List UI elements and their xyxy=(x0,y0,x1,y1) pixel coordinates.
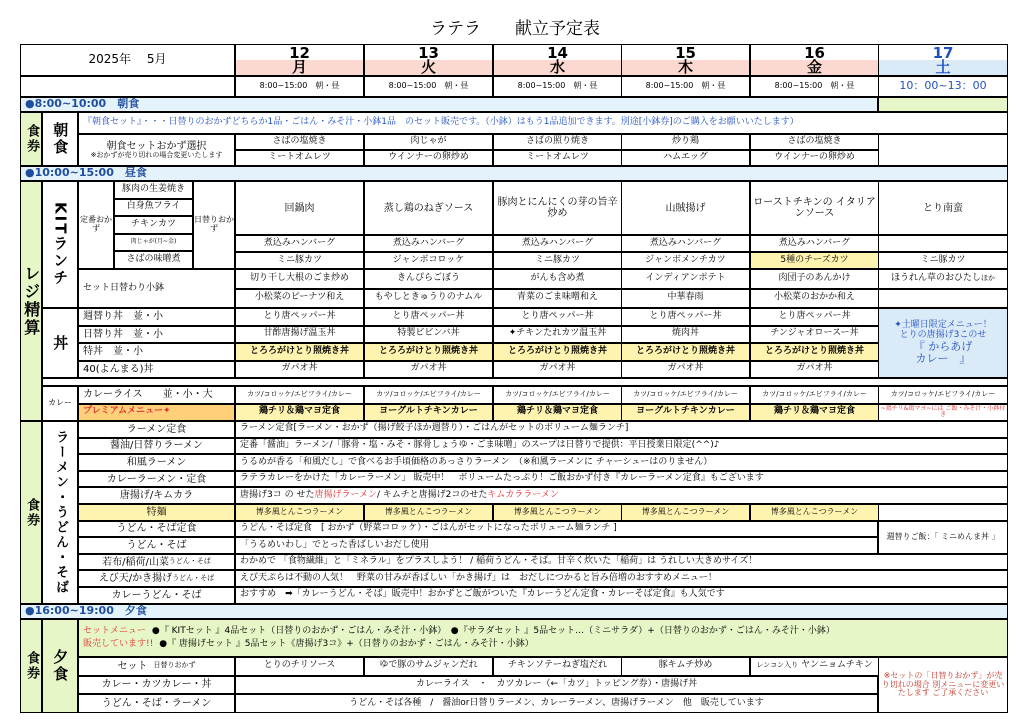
curry-label: カレーライス 並・小・大 xyxy=(78,386,235,404)
kobachi-2: もやしときゅうりのナムル xyxy=(364,289,493,309)
weekly-rice: 週替りご飯：「 ミニめんま丼 」 xyxy=(878,521,1008,554)
dinner-set-row-title: セット xyxy=(117,660,148,672)
kit-lunch-label: KITランチ xyxy=(42,181,78,308)
day-hours: 8:00~15:00 朝・昼 xyxy=(364,76,493,97)
kobachi-1: ほうれん草のおひたし ほか xyxy=(878,269,1008,289)
don-item: とり唐ペッパー丼 xyxy=(364,308,493,326)
premium-item: 鶏チリ＆鶏マヨ定食 xyxy=(750,404,879,422)
don-item: ✦チキンたれカツ温玉丼 xyxy=(493,326,622,344)
dinner-set-item-text: ヤンニョムチキン xyxy=(801,660,873,671)
ramen-desc: うどん・そば定食 [ おかず（野菜コロッケ）・ごはんがセットになったボリューム麺ランチ ] xyxy=(235,521,878,538)
dinner-curry-desc: カレーライス ・ カツカレー（←「カツ」トッピング券）・唐揚げ丼 xyxy=(235,676,878,695)
ramen-desc-part: キムカララーメン xyxy=(487,489,559,500)
dinner-set-item xyxy=(750,657,879,676)
lunch-sub-1: 煮込みハンバーグ xyxy=(235,235,364,252)
teiban-item: 豚肉の生姜焼き xyxy=(114,181,193,199)
curry-item: カツ/コロッケ/エビフライ/カレー xyxy=(621,386,750,404)
breakfast-item-2: ミートオムレツ xyxy=(493,150,622,166)
curry-item: カツ/コロッケ/エビフライ/カレー xyxy=(750,386,879,404)
breakfast-set-title: 朝食セットおかず選択 xyxy=(106,140,207,152)
curry-side: カレー xyxy=(42,386,78,421)
ramen-label: うどん・そば定食 xyxy=(78,521,235,538)
ramen-desc-part: / キムチと唐揚げ2コのせた xyxy=(377,489,488,500)
dinner-side-ticket: 食券 xyxy=(20,619,42,713)
don-item: とろろがけとり照焼き丼 xyxy=(493,343,622,361)
teiban-item: 白身魚フライ xyxy=(114,199,193,217)
don-label: 週替り丼 並・小 xyxy=(78,308,235,326)
kobachi-2: 小松菜のピーナツ和え xyxy=(235,289,364,309)
dinner-set-item xyxy=(621,657,750,676)
sat-special-box xyxy=(878,308,1008,378)
dinner-set-box xyxy=(78,619,1008,657)
day-of-week: 木 xyxy=(677,58,693,76)
don-item: とり唐ペッパー丼 xyxy=(235,308,364,326)
kobachi-1: インディアンポテト xyxy=(621,269,750,289)
day-header-12 xyxy=(235,44,364,76)
day-number: 14 xyxy=(547,44,568,62)
day-header-15 xyxy=(621,44,750,76)
dinner-curry-label: カレー・カツカレー・丼 xyxy=(78,676,235,695)
teiban-item: 肉じゃが(月~金) xyxy=(114,234,193,252)
day-number: 12 xyxy=(289,44,310,62)
day-header-17 xyxy=(878,44,1008,76)
don-item: とろろがけとり照焼き丼 xyxy=(235,343,364,361)
lunch-sub-1: 煮込みハンバーグ xyxy=(493,235,622,252)
breakfast-item-2: ウインナーの卵炒め xyxy=(364,150,493,166)
sat-special-line3: 『 からあげ xyxy=(913,339,973,353)
ramen-desc xyxy=(235,487,1008,504)
curry-item: カツ/コロッケ/エビフライ/カレー xyxy=(878,386,1008,404)
ramen-desc: おすすめ ➡「カレーうどん・そば」販売中！おかずとご飯がついた『カレーうどん定食・カレーそば定食』も人気です xyxy=(235,587,1008,604)
don-item: とろろがけとり照焼き丼 xyxy=(621,343,750,361)
premium-label: プレミアムメニュー✦ xyxy=(78,404,235,422)
dinner-sale-label: 販売しています!! xyxy=(83,638,154,649)
dinner-udon-label: うどん・そば・ラーメン xyxy=(78,694,235,713)
ramen-side-ticket: 食券 xyxy=(20,421,42,604)
day-hours: 8:00~15:00 朝・昼 xyxy=(493,76,622,97)
lunch-sub-2: ミニ豚カツ xyxy=(235,252,364,269)
dinner-side-label: 夕食 xyxy=(42,619,78,713)
breakfast-sat-empty xyxy=(878,134,1008,166)
dinner-set-item-text: チキンソテーねぎ塩だれ xyxy=(508,660,607,671)
day-of-week: 火 xyxy=(420,58,436,76)
day-number: 17 xyxy=(932,44,954,62)
breakfast-side-ticket: 食券 xyxy=(20,112,42,166)
don-label: 特丼 並・小 xyxy=(78,343,235,361)
dinner-set-item xyxy=(493,657,622,676)
sat-special-line1: ✦土曜日限定メニュー！ xyxy=(894,320,992,331)
breakfast-item-1: 炒り鶏 xyxy=(621,134,750,150)
lunch-main: 回鍋肉 xyxy=(235,181,364,235)
dinner-set-row-label xyxy=(78,657,235,676)
ramen-label: カレーうどん・そば xyxy=(78,587,235,604)
lunch-side: レジ精算 xyxy=(20,181,42,421)
ramen-desc: うるめが香る「和風だし」で食べるお手頃価格のあっさりラーメン （※和風ラーメンに チャーシューはのりません） xyxy=(235,454,1008,471)
don-item: ガパオ丼 xyxy=(493,361,622,379)
breakfast-item-1: さばの照り焼き xyxy=(493,134,622,150)
tokusei-item: 博多風とんこつラーメン xyxy=(364,504,493,521)
breakfast-header: ●8:00~10:00 朝食 xyxy=(20,97,878,112)
kobachi-2: 小松菜のおかか和え xyxy=(750,289,879,309)
dinner-set-item-text: ゆで豚のサムジャンだれ xyxy=(379,660,478,671)
tokusei-sat xyxy=(878,504,1008,521)
kobachi-1: 切り干し大根のごま炒め xyxy=(235,269,364,289)
lunch-header: ●10:00~15:00 昼食 xyxy=(20,166,1008,181)
day-of-week: 土 xyxy=(935,58,951,76)
dinner-set-item xyxy=(364,657,493,676)
premium-item: ヨーグルトチキンカレー xyxy=(621,404,750,422)
dinner-set-row-small: 日替りおかず xyxy=(153,661,196,670)
ramen-label: 醤油/日替りラーメン xyxy=(78,438,235,455)
year-month: 2025年 5月 xyxy=(20,44,235,76)
don-item: ガパオ丼 xyxy=(364,361,493,379)
ramen-label: 唐揚げ/キムカラ xyxy=(78,487,235,504)
don-item: 甘酢唐揚げ温玉丼 xyxy=(235,326,364,344)
breakfast-notice: 『朝食セット』・・・日替りのおかずどちらか1品・ごはん・みそ汁・小鉢1品 のセット販売です。（小鉢）はもう1品追加できます。別途[小鉢券]のご購入をお願いいたします） xyxy=(78,112,1008,134)
dinner-set-text1: ●『 KITセット 』4品セット（日替りのおかず・ごはん・みそ汁・小鉢） ●『サラダセット 』5品セット…（ミニサラダ）+（日替りのおかず・ごはん・みそ汁・小鉢） xyxy=(151,625,835,636)
premium-item: 鶏チリ＆鶏マヨ定食 xyxy=(235,404,364,422)
ramen-label: 和風ラーメン xyxy=(78,454,235,471)
lunch-main: 豚肉とにんにくの芽の旨辛炒め xyxy=(493,181,622,235)
ramen-label: 若布/稲荷/山菜 うどん・そば xyxy=(78,554,235,571)
tokusei-label: 特麺 xyxy=(78,504,235,521)
don-item: ガパオ丼 xyxy=(750,361,879,379)
day-number: 16 xyxy=(804,44,825,62)
breakfast-set-note: ※おかずが売り切れの場合変更いたします xyxy=(90,150,223,159)
kobachi-sat-note: ほか xyxy=(981,273,995,282)
don-item: とり唐ペッパー丼 xyxy=(493,308,622,326)
ramen-label: カレーラーメン・定食 xyxy=(78,471,235,488)
ramen-desc: ラーメン定食[ラーメン・おかず（揚げ餃子ほか週替り）・ごはんがセットのボリューム麺ランチ] xyxy=(235,421,1008,438)
breakfast-sat-blank xyxy=(878,97,1008,112)
premium-item: 鶏チリ＆鶏マヨ定食 xyxy=(493,404,622,422)
lunch-main: ローストチキンの イタリアンソース xyxy=(750,181,879,235)
day-hours: 8:00~15:00 朝・昼 xyxy=(235,76,364,97)
ramen-label: ラーメン定食 xyxy=(78,421,235,438)
don-item: ガパオ丼 xyxy=(235,361,364,379)
ramen-desc: わかめで 「食物繊維」と「ミネラル」をプラスしよう！ / 稲荷うどん・そば。甘辛く炊いた「稲荷」は うれしい大きめサイズ！ xyxy=(235,554,1008,571)
day-header-14 xyxy=(493,44,622,76)
curry-item: カツ/コロッケ/エビフライ/カレー xyxy=(493,386,622,404)
day-header-13 xyxy=(364,44,493,76)
lunch-sub-2: 5種のチーズカツ xyxy=(750,252,879,269)
premium-item: ヨーグルトチキンカレー xyxy=(364,404,493,422)
dinner-header: ●16:00~19:00 夕食 xyxy=(20,604,1008,619)
breakfast-set-label xyxy=(78,134,235,166)
lunch-sub-2: ジャンボメンチカツ xyxy=(621,252,750,269)
ramen-desc: えび天ぷらは不動の人気！ 野菜の甘みが香ばしい「かき揚げ」は おだしにつかると旨み倍増のおすすめメニュー！ xyxy=(235,570,1008,587)
day-of-week: 月 xyxy=(291,58,307,76)
breakfast-item-1: さばの塩焼き xyxy=(235,134,364,150)
dinner-set-line1 xyxy=(83,627,835,637)
premium-sat-note: ~鶏チリ&鶏マヨ~には ご飯・みそ汁・小鉢付き xyxy=(878,404,1008,422)
don-item: チンジャオロースー丼 xyxy=(750,326,879,344)
ramen-side-label: ラーメン・うどん・そば xyxy=(42,421,78,604)
don-item: とり唐ペッパー丼 xyxy=(750,308,879,326)
kobachi-label: セット日替わり小鉢 xyxy=(78,269,235,308)
day-header-16 xyxy=(750,44,879,76)
lunch-sub-2: ジャンボコロッケ xyxy=(364,252,493,269)
kobachi-1: 肉団子のあんかけ xyxy=(750,269,879,289)
don-item: とり唐ペッパー丼 xyxy=(621,308,750,326)
don-label: 日替り丼 並・小 xyxy=(78,326,235,344)
breakfast-side-label: 朝食 xyxy=(42,112,78,166)
tokusei-item: 博多風とんこつラーメン xyxy=(235,504,364,521)
lunch-main: とり南蛮 xyxy=(878,181,1008,235)
day-hours: 8:00~15:00 朝・昼 xyxy=(621,76,750,97)
dinner-udon-desc: うどん・そば各種 / 醤油or日替りラーメン、カレーラーメン、唐揚げラーメン 他 販売しています xyxy=(235,694,878,713)
dinner-set-item-small: レンコン入り xyxy=(756,661,799,670)
dinner-note: ※セットの「日替りおかず」が売り切れの場合 別メニューに変更いたします ご了承ください xyxy=(878,657,1008,713)
lunch-sub-1: 煮込みハンバーグ xyxy=(621,235,750,252)
don-item: とろろがけとり照焼き丼 xyxy=(750,343,879,361)
teiban-item: さばの味噌煮 xyxy=(114,251,193,269)
curry-item: カツ/コロッケ/エビフライ/カレー xyxy=(235,386,364,404)
don-side: 丼 xyxy=(42,308,78,378)
don-item: 特製ビビンバ丼 xyxy=(364,326,493,344)
kobachi-2: 中華春雨 xyxy=(621,289,750,309)
day-number: 15 xyxy=(675,44,696,62)
breakfast-item-1: さばの塩焼き xyxy=(750,134,879,150)
lunch-sub-1: 煮込みハンバーグ xyxy=(750,235,879,252)
don-item: 焼肉丼 xyxy=(621,326,750,344)
ramen-label-small: うどん・そば xyxy=(168,557,211,566)
lunch-gap xyxy=(42,378,1008,386)
ramen-label: えび天/かき揚げ うどん・そば xyxy=(78,570,235,587)
ramen-label: うどん・そば xyxy=(78,537,235,554)
breakfast-item-2: ウインナーの卵炒め xyxy=(750,150,879,166)
ramen-desc: 定番「醤油」ラーメン/「豚骨・塩・みそ・豚骨しょうゆ・ごま味噌」のスープは日替りで提供：平日授業日限定(^^)♪ xyxy=(235,438,1008,455)
breakfast-item-2: ミートオムレツ xyxy=(235,150,364,166)
dinner-set-line2 xyxy=(83,640,534,650)
ramen-desc: ラテラカレーをかけた「カレーラーメン」 販売中！ ボリュームたっぷり！ご飯おかず付き『カレーラーメン定食』もございます xyxy=(235,471,1008,488)
teiban-label: 定番おかず xyxy=(78,181,114,269)
ramen-desc-part: 唐揚げ3コ の せた xyxy=(240,489,315,500)
page-title: ラテラ 献立予定表 xyxy=(430,19,600,39)
tokusei-item: 博多風とんこつラーメン xyxy=(750,504,879,521)
sat-hours: 10：00~13：00 xyxy=(878,76,1008,97)
ramen-desc: 「うるめいわし」でとった香ばしいおだし使用 xyxy=(235,537,878,554)
lunch-sub-2: ミニ豚カツ xyxy=(493,252,622,269)
kobachi-1: がんも含め煮 xyxy=(493,269,622,289)
tokusei-item: 博多風とんこつラーメン xyxy=(621,504,750,521)
kobachi-2-sat xyxy=(878,289,1008,309)
day-of-week: 水 xyxy=(549,58,565,76)
dinner-set-item-text: 豚キムチ炒め xyxy=(658,660,713,671)
dinner-set-text2: ●『 唐揚げセット 』5品セット《唐揚げ3コ》+（日替りのおかず・ごはん・みそ汁・小鉢） xyxy=(159,638,534,649)
year-month-spacer xyxy=(20,76,235,97)
day-of-week: 金 xyxy=(806,58,822,76)
curry-item: カツ/コロッケ/エビフライ/カレー xyxy=(364,386,493,404)
don-item: ガパオ丼 xyxy=(621,361,750,379)
breakfast-item-2: ハムエッグ xyxy=(621,150,750,166)
don-label: 40(よんまる)丼 xyxy=(78,361,235,379)
ramen-desc-part: 唐揚げラーメン xyxy=(314,489,378,500)
dinner-set-label: セットメニュー xyxy=(83,625,146,636)
lunch-sub-2: ミニ豚カツ xyxy=(878,252,1008,269)
ramen-label-small: うどん・そば xyxy=(172,573,215,582)
sat-special-line2: とりの唐揚げ3このせ xyxy=(899,329,987,340)
don-item: とろろがけとり照焼き丼 xyxy=(364,343,493,361)
kobachi-1: きんぴらごぼう xyxy=(364,269,493,289)
tokusei-item: 博多風とんこつラーメン xyxy=(493,504,622,521)
teiban-item: チキンカツ xyxy=(114,216,193,234)
higawari-label: 日替りおかず xyxy=(193,181,235,269)
lunch-sub-1: 煮込みハンバーグ xyxy=(364,235,493,252)
day-number: 13 xyxy=(418,44,439,62)
day-hours: 8:00~15:00 朝・昼 xyxy=(750,76,879,97)
lunch-main: 蒸し鶏のねぎソース xyxy=(364,181,493,235)
lunch-main: 山賊揚げ xyxy=(621,181,750,235)
breakfast-item-1: 肉じゃが xyxy=(364,134,493,150)
kobachi-2: 青菜のごま味噌和え xyxy=(493,289,622,309)
dinner-set-item xyxy=(235,657,364,676)
sat-special-line4: カレー 』 xyxy=(915,351,971,365)
lunch-sub-1-sat xyxy=(878,235,1008,252)
dinner-set-item-text: とりのチリソース xyxy=(263,660,336,671)
